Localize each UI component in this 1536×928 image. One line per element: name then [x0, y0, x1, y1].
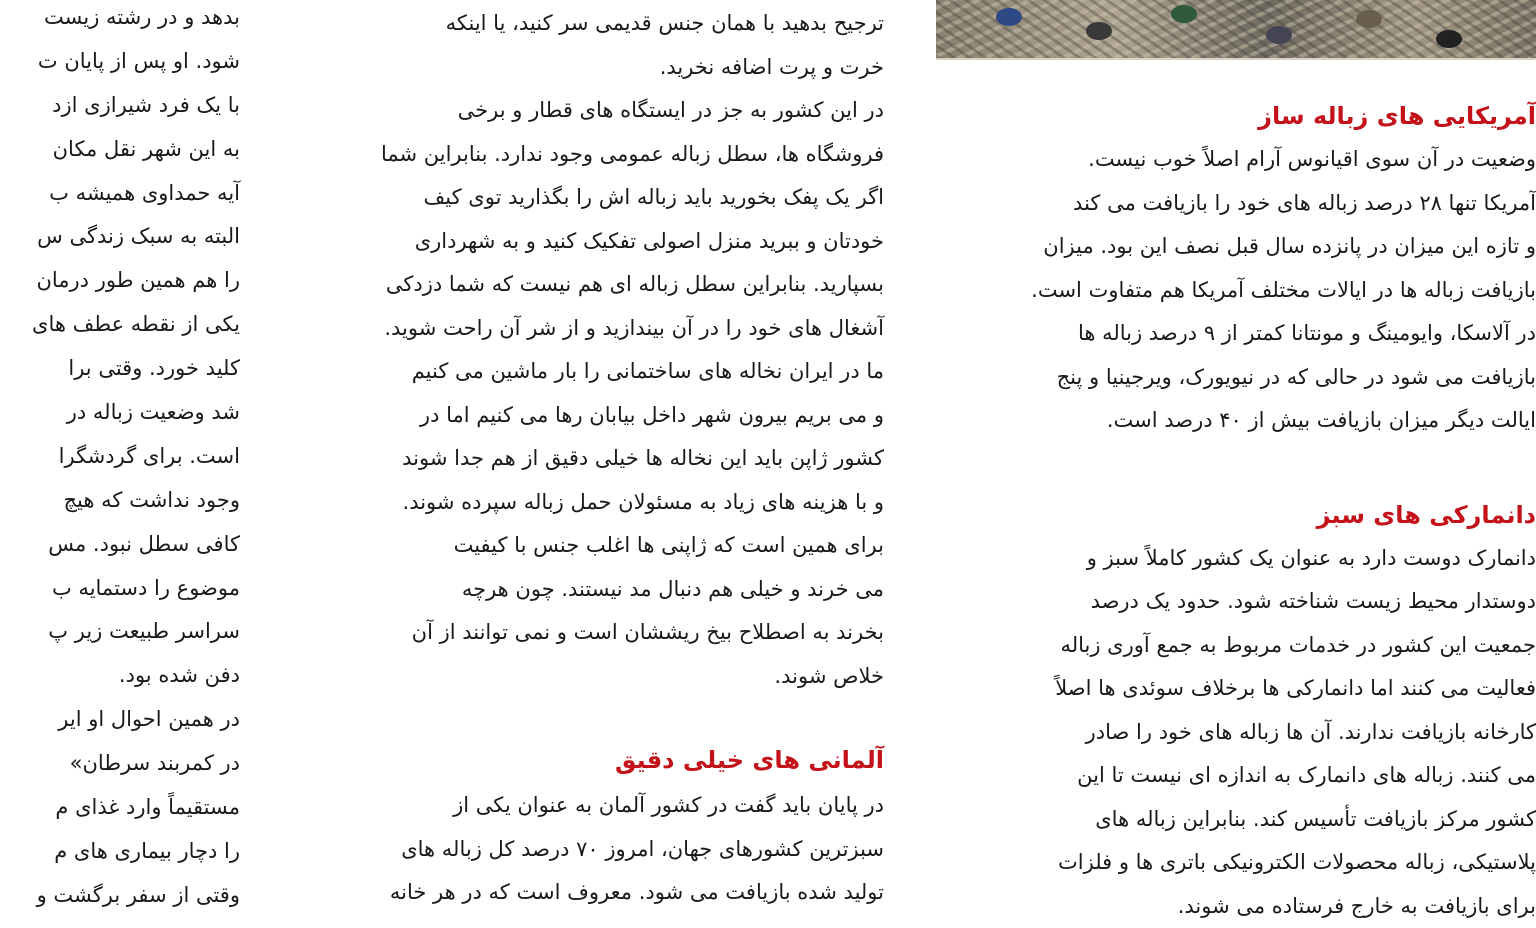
body-text-line: کشور ژاپن باید این نخاله ها خیلی دقیق از هم جدا شوند — [292, 437, 884, 481]
body-text-line: وضعیت در آن سوی اقیانوس آرام اصلاً خوب نیست. — [936, 138, 1536, 182]
body-text-line: جمعیت این کشور در خدمات مربوط به جمع آوری زباله — [936, 624, 1536, 668]
body-text-line: در آلاسکا، وایومینگ و مونتانا کمتر از ۹ درصد زباله ها — [936, 312, 1536, 356]
body-text-line: کارخانه بازیافت ندارند. آن ها زباله های خود را صادر — [936, 711, 1536, 755]
section-heading-americans: آمریکایی های زباله ساز — [936, 94, 1536, 138]
body-text-line: را هم همین طور درمان — [0, 259, 240, 303]
body-text-line: آمریکا تنها ۲۸ درصد زباله های خود را بازیافت می کند — [936, 182, 1536, 226]
body-text-line: وقتی از سفر برگشت و — [0, 874, 240, 918]
body-text-line: بسپارید. بنابراین سطل زباله ای هم نیست که شما دزدکی — [292, 263, 884, 307]
body-text-line: کشور مرکز بازیافت تأسیس کند. بنابراین زباله های — [936, 798, 1536, 842]
body-text-line: برای بازیافت به خارج فرستاده می شوند. — [936, 885, 1536, 928]
middle-column — [292, 0, 884, 924]
body-text-line: در این کشور به جز در ایستگاه های قطار و برخی — [292, 89, 884, 133]
body-text-line: سبزترین کشورهای جهان، امروز ۷۰ درصد کل زباله های — [292, 828, 884, 872]
body-text-line: وجود نداشت که هیچ — [0, 479, 240, 523]
body-text-line: می کنند. زباله های دانمارک به اندازه ای نیست تا این — [936, 754, 1536, 798]
body-text-line: در همین احوال او ایر — [0, 698, 240, 742]
body-text-line: ما در ایران نخاله های ساختمانی را بار ماشین می کنیم — [292, 350, 884, 394]
body-text-line: دوستدار محیط زیست شناخته شود. حدود یک درصد — [936, 580, 1536, 624]
body-text-line: یکی از نقطه عطف های — [0, 303, 240, 347]
body-text-line: موضوع را دستمایه ب — [0, 567, 240, 611]
body-text-line: سراسر طبیعت زیر پ — [0, 610, 240, 654]
body-text-line: بازیافت زباله ها در ایالات مختلف آمریکا هم متفاوت است. — [936, 269, 1536, 313]
body-text-line: فعالیت می کنند اما دانمارکی ها برخلاف سوئدی ها اصلاً — [936, 667, 1536, 711]
body-text-line: بازیافت می شود در حالی که در نیویورک، ویرجینیا و پنج — [936, 356, 1536, 400]
body-text-line: بدهد و در رشته زیست — [0, 0, 240, 40]
body-text-line: دانمارک دوست دارد به عنوان یک کشور کاملاً سبز و — [936, 537, 1536, 581]
body-text-line: برای همین است که ژاپنی ها اغلب جنس با کیفیت — [292, 524, 884, 568]
body-text-line: دفن شده بود. — [0, 654, 240, 698]
body-text-line: خرت و پرت اضافه نخرید. — [292, 46, 884, 90]
body-text-line: کافی سطل نبود. مس — [0, 523, 240, 567]
body-text-line: تولید شده بازیافت می شود. معروف است که در هر خانه — [292, 871, 884, 915]
body-text-line: بخرند به اصطلاح بیخ ریششان است و نمی توانند از آن — [292, 611, 884, 655]
body-text-line: فروشگاه ها، سطل زباله عمومی وجود ندارد. بنابراین شما — [292, 133, 884, 177]
body-text-line: ترجیح بدهید با همان جنس قدیمی سر کنید، یا اینکه — [292, 2, 884, 46]
section-heading-danes: دانمارکی های سبز — [936, 493, 1536, 537]
body-text-line: است. برای گردشگرا — [0, 435, 240, 479]
body-text-line: در پایان باید گفت در کشور آلمان به عنوان یکی از — [292, 784, 884, 828]
body-text-line: و تازه این میزان در پانزده سال قبل نصف این بود. میزان — [936, 225, 1536, 269]
body-text-line: با یک فرد شیرازی ازد — [0, 84, 240, 128]
body-text-line: در کمربند سرطان» — [0, 742, 240, 786]
left-column — [0, 0, 240, 928]
body-text-line: آشغال های خود را در آن بیندازید و از شر آن راحت شوید. — [292, 307, 884, 351]
body-text-line: می خرند و خیلی هم دنبال مد نیستند. چون هرچه — [292, 568, 884, 612]
body-text-line: آیه حمداوی همیشه ب — [0, 172, 240, 216]
body-text-line: مستقیماً وارد غذای م — [0, 786, 240, 830]
body-text-line: خلاص شوند. — [292, 655, 884, 699]
body-text-line: البته به سبک زندگی س — [0, 215, 240, 259]
body-text-line: اگر یک پفک بخورید باید زباله اش را بگذارید توی کیف — [292, 176, 884, 220]
body-text-line: ایالت دیگر میزان بازیافت بیش از ۴۰ درصد است. — [936, 399, 1536, 443]
section-heading-germans: آلمانی های خیلی دقیق — [292, 738, 884, 782]
body-text-line: کلید خورد. وقتی برا — [0, 347, 240, 391]
body-text-line: پلاستیکی، زباله محصولات الکترونیکی باتری ها و فلزات — [936, 841, 1536, 885]
body-text-line: شد وضعیت زباله در — [0, 391, 240, 435]
body-text-line: شود. او پس از پایان ت — [0, 40, 240, 84]
body-text-line: خودتان و ببرید منزل اصولی تفکیک کنید و به شهرداری — [292, 220, 884, 264]
body-text-line: به این شهر نقل مکان — [0, 128, 240, 172]
body-text-line: و می بریم بیرون شهر داخل بیابان رها می کنیم اما در — [292, 394, 884, 438]
right-column — [936, 0, 1536, 924]
body-text-line: را دچار بیماری های م — [0, 830, 240, 874]
body-text-line: و با هزینه های زیاد به مسئولان حمل زباله سپرده شوند. — [292, 481, 884, 525]
